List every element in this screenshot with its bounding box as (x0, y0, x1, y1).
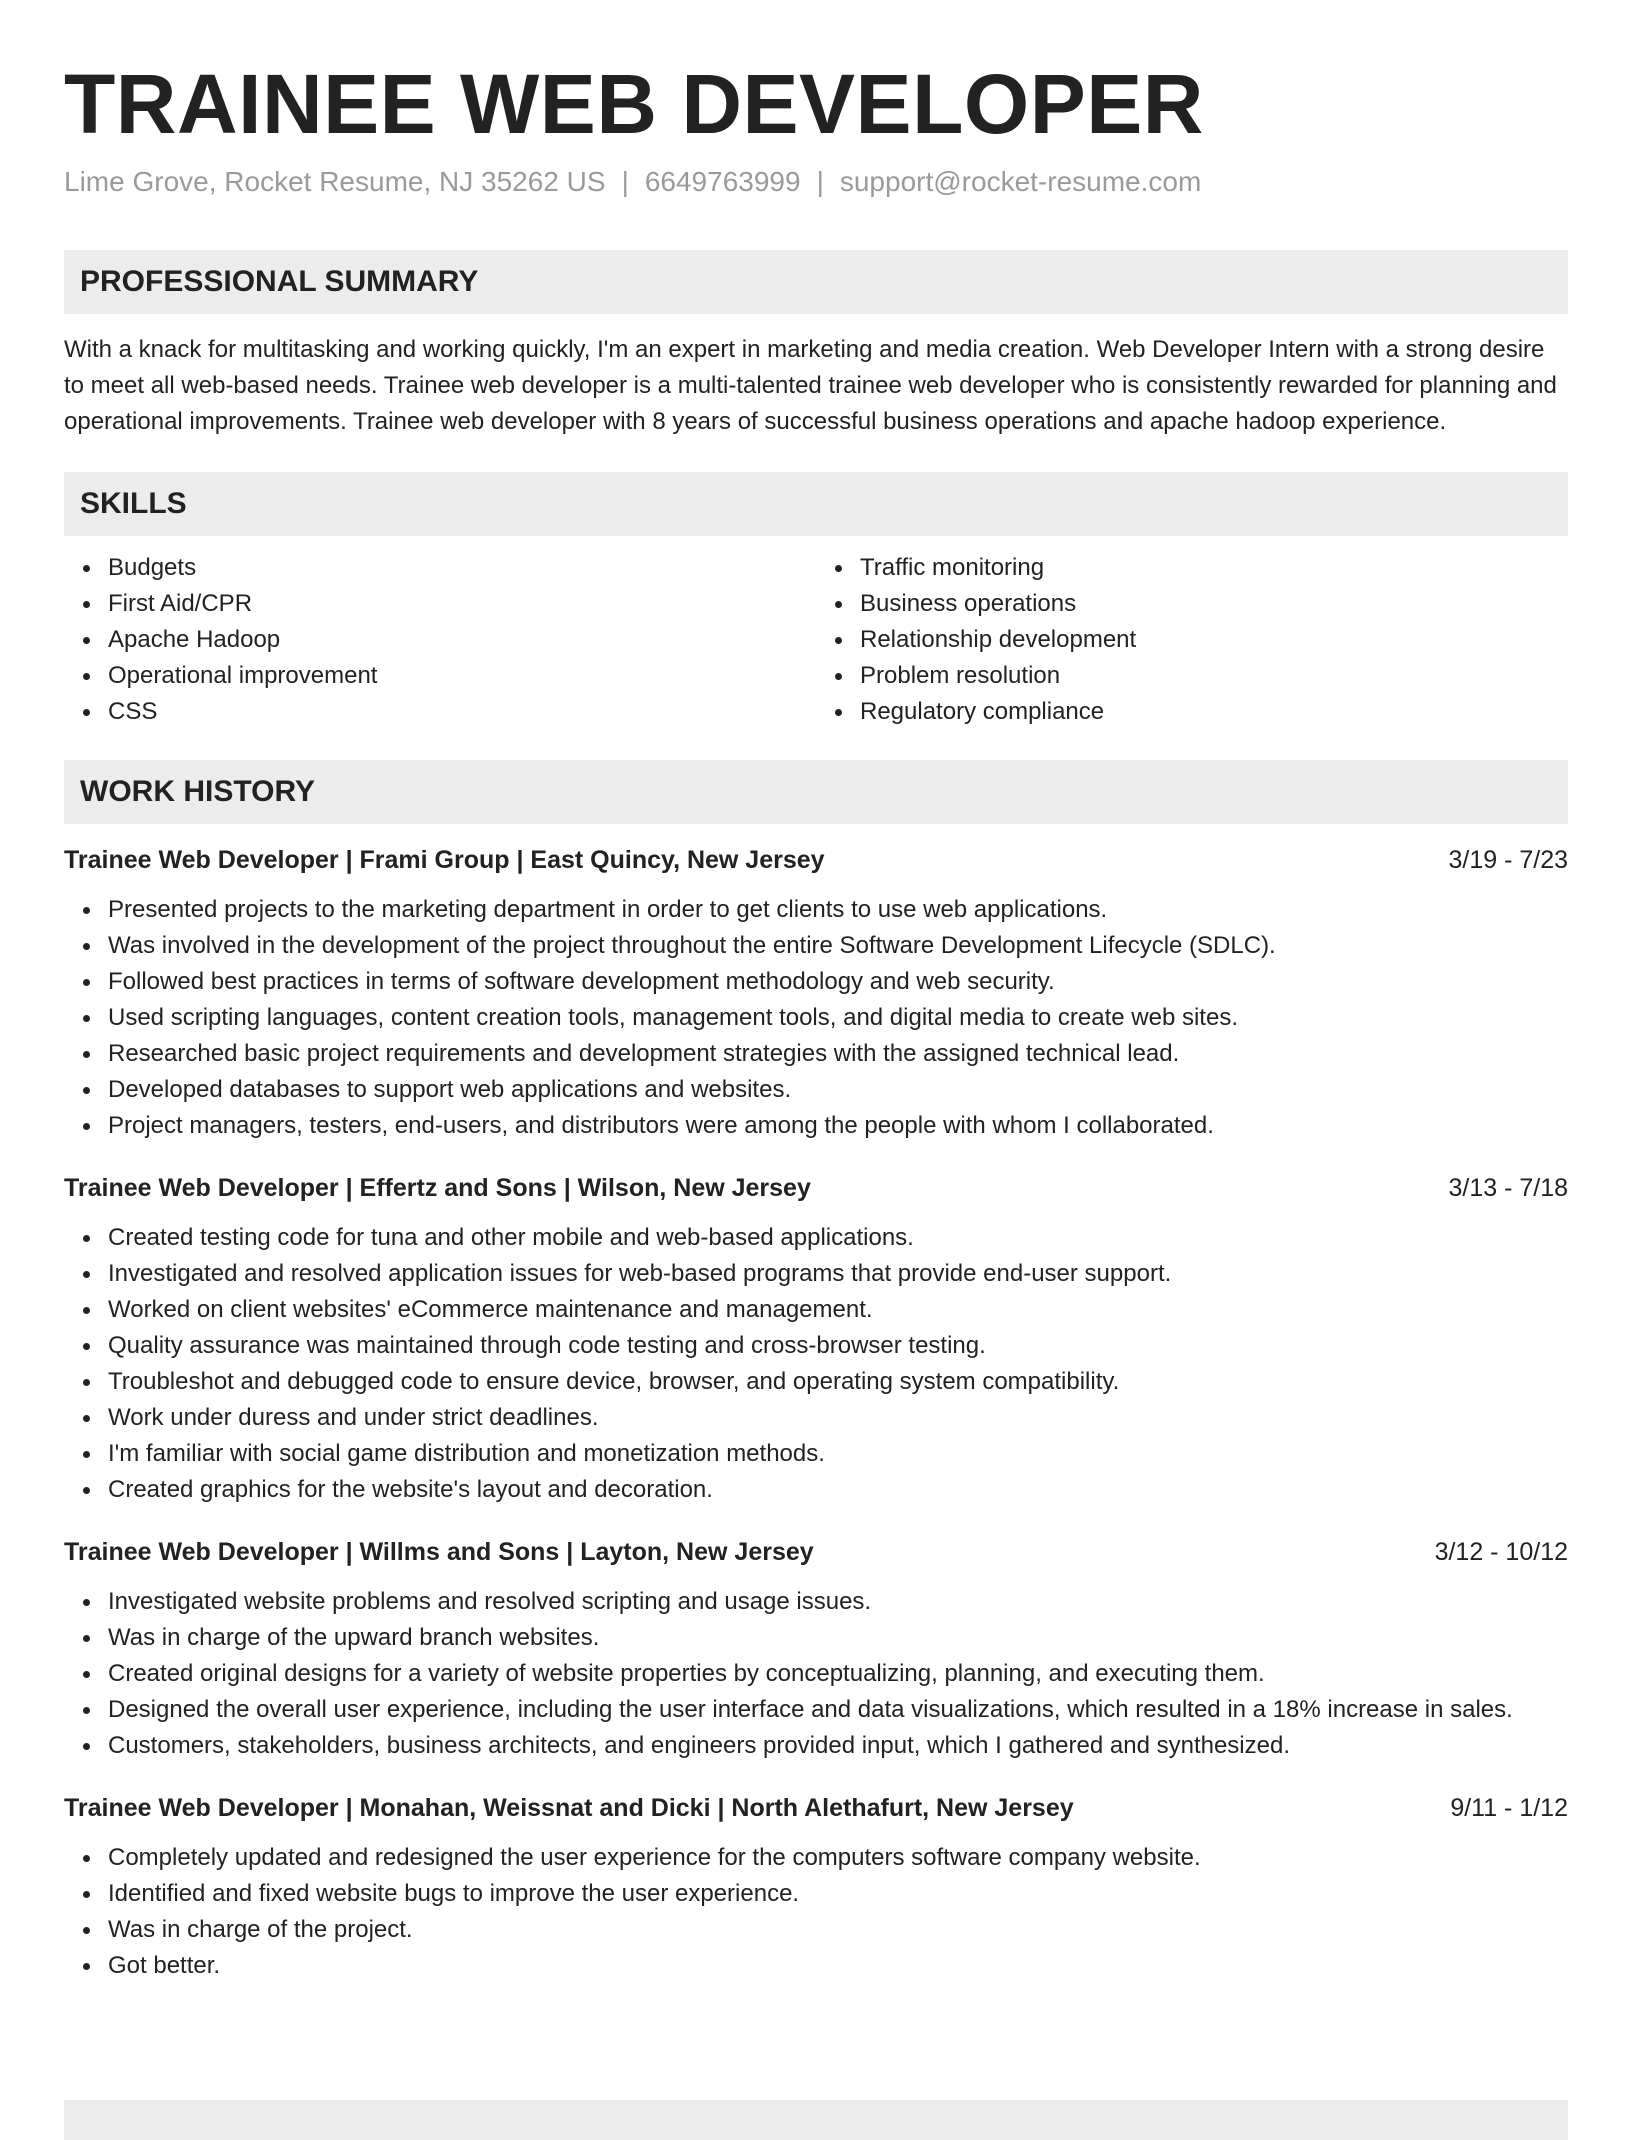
job-dates: 9/11 - 1/12 (1450, 1794, 1568, 1822)
skill-item: Problem resolution (860, 658, 1568, 694)
job-entry (64, 1170, 1568, 1508)
job-bullet: Was involved in the development of the project throughout the entire Software Development Lifecycle (SDLC). (108, 928, 1568, 964)
contact-separator: | (816, 166, 824, 197)
summary-text: With a knack for multitasking and working quickly, I'm an expert in marketing and media creation. Web Developer Intern with a strong desire to meet all web-based needs. Trainee web developer is a multi-talented trainee web developer who is consistently rewarded for planning and operational improvements. Trainee web developer with 8 years of successful business operations and apache hadoop experience. (64, 336, 1557, 435)
job-title: Trainee Web Developer | Willms and Sons | Layton, New Jersey (64, 1538, 814, 1566)
job-bullet: Work under duress and under strict deadlines. (108, 1400, 1568, 1436)
summary-heading: PROFESSIONAL SUMMARY (64, 250, 1568, 314)
skill-item: Operational improvement (108, 658, 816, 694)
skill-item: First Aid/CPR (108, 586, 816, 622)
skill-item: Traffic monitoring (860, 550, 1568, 586)
skill-item: CSS (108, 694, 816, 730)
job-bullet: Presented projects to the marketing department in order to get clients to use web applications. (108, 892, 1568, 928)
contact-address: Lime Grove, Rocket Resume, NJ 35262 US (64, 166, 606, 197)
job-bullet: Quality assurance was maintained through code testing and cross-browser testing. (108, 1328, 1568, 1364)
job-bullets (64, 892, 1568, 1144)
job-bullet: Researched basic project requirements and development strategies with the assigned technical lead. (108, 1036, 1568, 1072)
page-title: TRAINEE WEB DEVELOPER (64, 57, 1204, 151)
skill-item: Business operations (860, 586, 1568, 622)
job-dates: 3/12 - 10/12 (1434, 1538, 1568, 1566)
job-bullet: Used scripting languages, content creation tools, management tools, and digital media to create web sites. (108, 1000, 1568, 1036)
skill-item: Relationship development (860, 622, 1568, 658)
job-bullet: Developed databases to support web applications and websites. (108, 1072, 1568, 1108)
job-title: Trainee Web Developer | Effertz and Sons | Wilson, New Jersey (64, 1174, 811, 1202)
work-history-heading: WORK HISTORY (64, 760, 1568, 824)
job-header (64, 1790, 1568, 1826)
job-bullet: Was in charge of the project. (108, 1912, 1568, 1948)
job-title: Trainee Web Developer | Frami Group | East Quincy, New Jersey (64, 846, 825, 874)
job-entry (64, 1534, 1568, 1764)
skills-heading: SKILLS (64, 472, 1568, 536)
job-bullet: Got better. (108, 1948, 1568, 1984)
skill-item: Budgets (108, 550, 816, 586)
job-bullet: Worked on client websites' eCommerce maintenance and management. (108, 1292, 1568, 1328)
contact-separator: | (621, 166, 629, 197)
job-bullet: Designed the overall user experience, including the user interface and data visualizations, which resulted in a 18% increase in sales. (108, 1692, 1568, 1728)
job-header (64, 842, 1568, 878)
contact-line (64, 164, 1568, 200)
job-bullets (64, 1220, 1568, 1508)
job-bullets (64, 1584, 1568, 1764)
next-section-band (64, 2100, 1568, 2140)
contact-phone: 6649763999 (644, 166, 801, 197)
job-bullet: Followed best practices in terms of software development methodology and web security. (108, 964, 1568, 1000)
job-bullet: Investigated and resolved application issues for web-based programs that provide end-user support. (108, 1256, 1568, 1292)
job-bullet: Was in charge of the upward branch websites. (108, 1620, 1568, 1656)
job-bullet: Created testing code for tuna and other mobile and web-based applications. (108, 1220, 1568, 1256)
skills-column-left (64, 550, 816, 730)
job-dates: 3/19 - 7/23 (1448, 846, 1568, 874)
job-bullet: Created original designs for a variety of website properties by conceptualizing, planning, and executing them. (108, 1656, 1568, 1692)
job-bullet: Investigated website problems and resolved scripting and usage issues. (108, 1584, 1568, 1620)
job-bullet: I'm familiar with social game distribution and monetization methods. (108, 1436, 1568, 1472)
skill-item: Regulatory compliance (860, 694, 1568, 730)
job-bullet: Completely updated and redesigned the user experience for the computers software company website. (108, 1840, 1568, 1876)
job-bullets (64, 1840, 1568, 1984)
contact-email: support@rocket-resume.com (839, 166, 1202, 197)
job-header (64, 1170, 1568, 1206)
job-dates: 3/13 - 7/18 (1448, 1174, 1568, 1202)
job-bullet: Troubleshot and debugged code to ensure device, browser, and operating system compatibility. (108, 1364, 1568, 1400)
job-bullet: Identified and fixed website bugs to improve the user experience. (108, 1876, 1568, 1912)
job-entry (64, 1790, 1568, 1984)
skill-item: Apache Hadoop (108, 622, 816, 658)
job-bullet: Project managers, testers, end-users, and distributors were among the people with whom I collaborated. (108, 1108, 1568, 1144)
skills-column-right (816, 550, 1568, 730)
job-entry (64, 842, 1568, 1144)
job-bullet: Created graphics for the website's layout and decoration. (108, 1472, 1568, 1508)
job-title: Trainee Web Developer | Monahan, Weissnat and Dicki | North Alethafurt, New Jersey (64, 1794, 1074, 1822)
skills-list (64, 550, 1568, 730)
job-bullet: Customers, stakeholders, business architects, and engineers provided input, which I gathered and synthesized. (108, 1728, 1568, 1764)
job-header (64, 1534, 1568, 1570)
